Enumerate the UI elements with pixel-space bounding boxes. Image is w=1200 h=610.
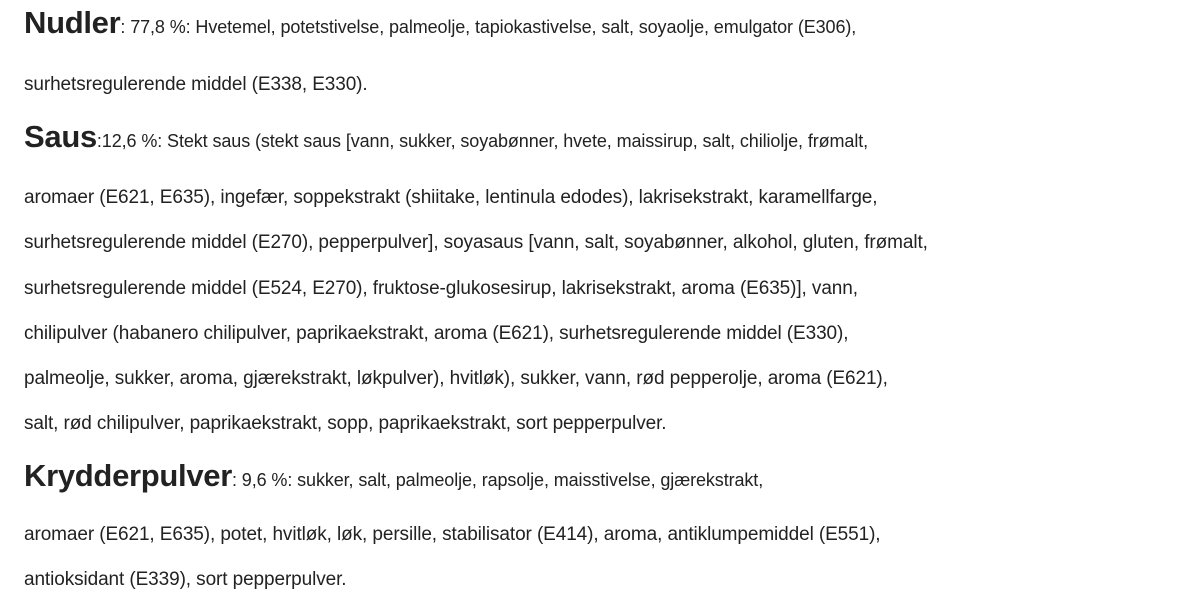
section-intro-saus: :12,6 %: Stekt saus (stekt saus [vann, sukker, soyabønner, hvete, maissirup, salt, chiliolje, frømalt, bbox=[96, 131, 869, 151]
ingredient-line: surhetsregulerende middel (E270), pepperpulver], soyasaus [vann, salt, soyabønner, alkohol, gluten, frømalt, bbox=[24, 232, 928, 253]
ingredient-line: surhetsregulerende middel (E338, E330). bbox=[24, 74, 368, 95]
section-nudler-first-line bbox=[24, 5, 857, 40]
ingredient-line: palmeolje, sukker, aroma, gjærekstrakt, løkpulver), hvitløk), sukker, vann, rød pepperolje, aroma (E621), bbox=[24, 368, 888, 389]
ingredient-line: aromaer (E621, E635), ingefær, soppekstrakt (shiitake, lentinula edodes), lakrisekstrakt, karamellfarge, bbox=[24, 187, 878, 208]
section-heading-nudler: Nudler bbox=[24, 5, 121, 40]
ingredient-line: antioksidant (E339), sort pepperpulver. bbox=[24, 569, 347, 590]
ingredient-line: aromaer (E621, E635), potet, hvitløk, løk, persille, stabilisator (E414), aroma, antiklumpemiddel (E551), bbox=[24, 524, 881, 545]
ingredient-line: salt, rød chilipulver, paprikaekstrakt, sopp, paprikaekstrakt, sort pepperpulver. bbox=[24, 413, 667, 434]
section-intro-krydderpulver: : 9,6 %: sukker, salt, palmeolje, rapsolje, maisstivelse, gjærekstrakt, bbox=[232, 470, 764, 490]
ingredient-line: surhetsregulerende middel (E524, E270), fruktose-glukosesirup, lakrisekstrakt, aroma (E635)], vann, bbox=[24, 278, 858, 299]
ingredient-line: chilipulver (habanero chilipulver, paprikaekstrakt, aroma (E621), surhetsregulerende middel (E330), bbox=[24, 323, 849, 344]
section-heading-krydderpulver: Krydderpulver bbox=[24, 458, 232, 493]
section-intro-nudler: : 77,8 %: Hvetemel, potetstivelse, palmeolje, tapiokastivelse, salt, soyaolje, emulgator (E306), bbox=[120, 17, 857, 37]
section-krydderpulver-first-line bbox=[24, 458, 764, 493]
section-saus-first-line bbox=[24, 119, 869, 154]
section-heading-saus: Saus bbox=[24, 119, 97, 154]
